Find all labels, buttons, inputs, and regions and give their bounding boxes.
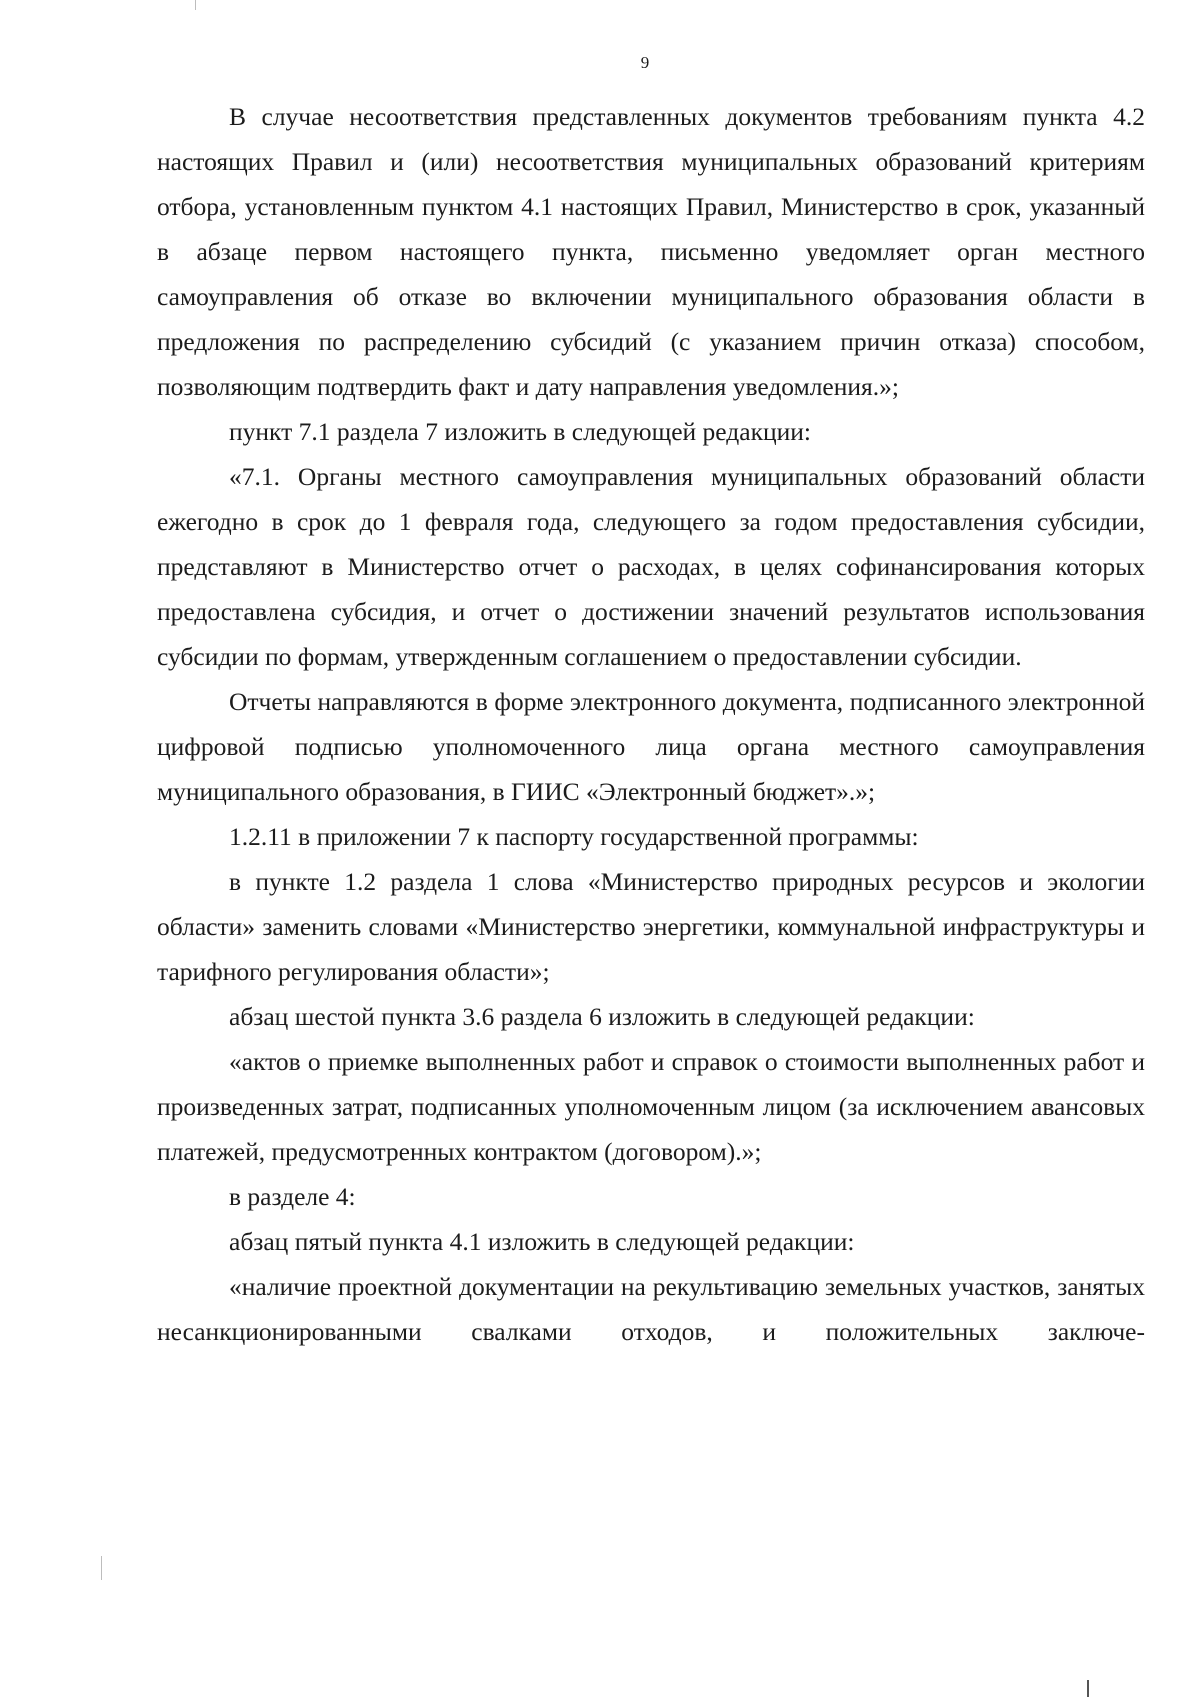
paragraph-amend-4-1: абзац пятый пункта 4.1 изложить в следующей редакции:: [229, 1227, 855, 1256]
scan-artifact-left: [101, 1556, 102, 1580]
document-body: [157, 94, 1145, 1354]
scan-artifact-bottom: [1087, 1680, 1089, 1697]
paragraph-acts-text: «актов о приемке выполненных работ и справок о стоимости выполненных работ и произведенных затрат, подписанных уполномоченным лицом (за исключением авансовых платежей, предусмотренных контрактом (договором).»;: [157, 1047, 1145, 1166]
paragraph-amend-7-1: пункт 7.1 раздела 7 изложить в следующей редакции:: [229, 417, 811, 446]
paragraph-refusal-notice: В случае несоответствия представленных документов требованиям пункта 4.2 настоящих Правил и (или) несоответствия муниципальных образований критериям отбора, установленным пунктом 4.1 настоящих Правил, Министерство в срок, указанный в абзаце первом настоящего пункта, письменно уведомляет орган местного самоуправления об отказе во включении муниципального образования области в предложения по распределению субсидий (с указанием причин отказа) способом, позволяющим подтвердить факт и дату направления уведомления.»;: [157, 102, 1145, 401]
paragraph-design-docs: «наличие проектной документации на рекультивацию земельных участков, занятых несанкционированными свалками отходов, и положительных заключе-: [157, 1272, 1145, 1346]
paragraph-1-2-11: 1.2.11 в приложении 7 к паспорту государственной программы:: [229, 822, 919, 851]
page-number: 9: [640, 53, 650, 72]
scan-artifact-top: [195, 0, 196, 10]
paragraph-ministry-rename: в пункте 1.2 раздела 1 слова «Министерство природных ресурсов и экологии области» заменить словами «Министерство энергетики, коммунальной инфраструктуры и тарифного регулирования области»;: [157, 867, 1145, 986]
paragraph-reports-format: Отчеты направляются в форме электронного документа, подписанного электронной цифровой подписью уполномоченного лица органа местного самоуправления муниципального образования, в ГИИС «Электронный бюджет».»;: [157, 687, 1145, 806]
paragraph-section-4: в разделе 4:: [229, 1182, 356, 1211]
paragraph-7-1-text: «7.1. Органы местного самоуправления муниципальных образований области ежегодно в срок до 1 февраля года, следующего за годом предоставления субсидии, представляют в Министерство отчет о расходах, в целях софинансирования которых предоставлена субсидия, и отчет о достижении значений результатов использования субсидии по формам, утвержденным соглашением о предоставлении субсидии.: [157, 462, 1145, 671]
paragraph-amend-3-6: абзац шестой пункта 3.6 раздела 6 изложить в следующей редакции:: [229, 1002, 975, 1031]
